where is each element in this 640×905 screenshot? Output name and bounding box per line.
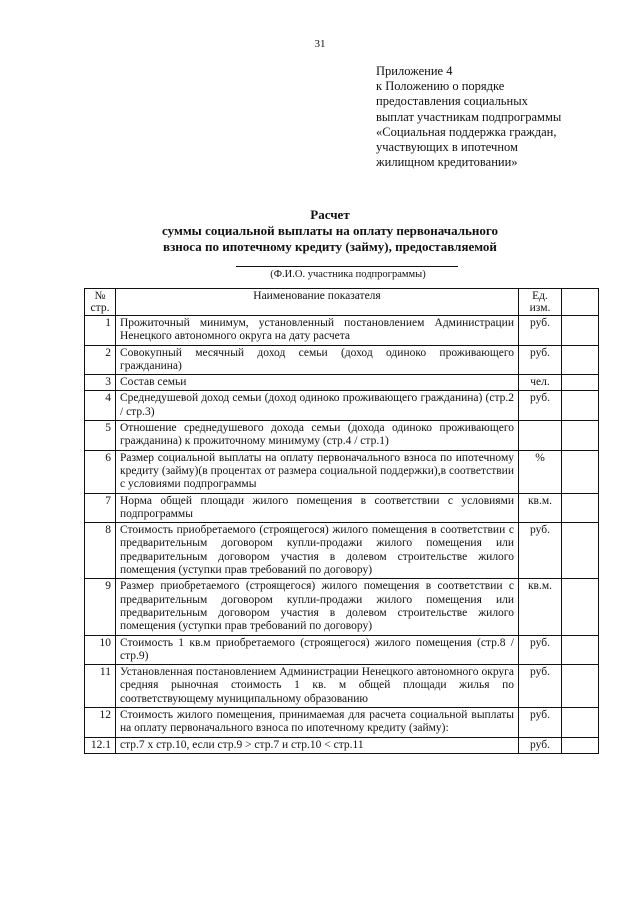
row-unit: % (519, 450, 562, 493)
appendix-line: участвующих в ипотечном (376, 140, 518, 155)
row-unit: руб. (519, 316, 562, 346)
row-indicator-name: стр.7 х стр.10, если стр.9 > стр.7 и стр.10 < стр.11 (116, 737, 519, 753)
table-row (85, 316, 599, 346)
row-number: 10 (85, 635, 116, 665)
row-unit: кв.м. (519, 493, 562, 523)
row-indicator-name: Совокупный месячный доход семьи (доход одиноко проживающего гражданина) (116, 345, 519, 375)
row-number: 4 (85, 391, 116, 421)
row-indicator-name: Отношение среднедушевого дохода семьи (дохода одиноко проживающего гражданина) к прожиточному минимуму (стр.4 / стр.1) (116, 421, 519, 451)
row-unit (519, 421, 562, 451)
table-row (85, 375, 599, 391)
row-indicator-name: Среднедушевой доход семьи (доход одиноко проживающего гражданина) (стр.2 / стр.3) (116, 391, 519, 421)
row-number: 11 (85, 665, 116, 708)
row-number: 1 (85, 316, 116, 346)
row-number: 12.1 (85, 737, 116, 753)
header-value (562, 289, 599, 316)
row-value (562, 316, 599, 346)
title-line: Расчет (310, 207, 350, 222)
row-unit: чел. (519, 375, 562, 391)
row-value (562, 450, 599, 493)
row-indicator-name: Установленная постановлением Администрации Ненецкого автономного округа средняя рыночная стоимость 1 кв. м общей площади жилья по соответствующему муниципальному образованию (116, 665, 519, 708)
page-number: 31 (314, 38, 326, 50)
row-number: 3 (85, 375, 116, 391)
row-value (562, 708, 599, 738)
row-value (562, 635, 599, 665)
table-row (85, 391, 599, 421)
table-row (85, 450, 599, 493)
row-indicator-name: Норма общей площади жилого помещения в соответствии с условиями подпрограммы (116, 493, 519, 523)
row-indicator-name: Прожиточный минимум, установленный постановлением Администрации Ненецкого автономного округа на дату расчета (116, 316, 519, 346)
row-number: 7 (85, 493, 116, 523)
row-value (562, 737, 599, 753)
row-unit: руб. (519, 345, 562, 375)
appendix-line: «Социальная поддержка граждан, (376, 124, 557, 139)
title-line: суммы социальной выплаты на оплату первоначального (162, 223, 498, 238)
appendix-line: Приложение 4 (376, 64, 453, 78)
table-row (85, 523, 599, 579)
row-value (562, 665, 599, 708)
row-value (562, 579, 599, 635)
header-number (85, 289, 116, 316)
row-value (562, 375, 599, 391)
appendix-line: предоставления социальных (376, 94, 528, 109)
table-header-row (85, 289, 599, 316)
table-row (85, 493, 599, 523)
row-number: 6 (85, 450, 116, 493)
row-number: 12 (85, 708, 116, 738)
appendix-reference (376, 64, 616, 170)
header-number-line2: стр. (90, 302, 110, 314)
appendix-line: выплат участникам подпрограммы (376, 109, 562, 124)
row-number: 8 (85, 523, 116, 579)
row-value (562, 391, 599, 421)
row-unit: руб. (519, 708, 562, 738)
row-number: 2 (85, 345, 116, 375)
header-unit-line2: изм. (529, 302, 551, 314)
row-indicator-name: Размер приобретаемого (строящегося) жилого помещения в соответствии с предварительным договором купли-продажи жилого помещения или предварительным договором участия в долевом строительстве жилого помещения (уступки прав требований по договору) (116, 579, 519, 635)
row-value (562, 421, 599, 451)
table-row (85, 737, 599, 753)
table-row (85, 708, 599, 738)
row-unit: кв.м. (519, 579, 562, 635)
row-unit: руб. (519, 523, 562, 579)
row-unit: руб. (519, 635, 562, 665)
fio-underline (236, 266, 458, 267)
row-unit: руб. (519, 737, 562, 753)
row-value (562, 493, 599, 523)
table-row (85, 635, 599, 665)
table-row (85, 421, 599, 451)
fio-caption: (Ф.И.О. участника подпрограммы) (270, 269, 426, 280)
row-indicator-name: Стоимость приобретаемого (строящегося) жилого помещения в соответствии с предварительным договором купли-продажи жилого помещения или предварительным договором участия в долевом строительстве жилого помещения (уступки прав требований по договору) (116, 523, 519, 579)
document-title (120, 207, 540, 255)
row-number: 9 (85, 579, 116, 635)
row-value (562, 523, 599, 579)
row-indicator-name: Стоимость жилого помещения, принимаемая для расчета социальной выплаты на оплату первоначального взноса по ипотечному кредиту (займу): (116, 708, 519, 738)
table-row (85, 665, 599, 708)
table-row (85, 345, 599, 375)
header-unit (519, 289, 562, 316)
table-row (85, 579, 599, 635)
header-indicator-name: Наименование показателя (116, 289, 519, 316)
header-number-line1: № (94, 290, 106, 302)
table-body (85, 316, 599, 754)
row-unit: руб. (519, 391, 562, 421)
title-line: взноса по ипотечному кредиту (займу), предоставляемой (163, 239, 497, 254)
row-indicator-name: Состав семьи (116, 375, 519, 391)
row-indicator-name: Стоимость 1 кв.м приобретаемого (строящегося) жилого помещения (стр.8 / стр.9) (116, 635, 519, 665)
calculation-table (84, 288, 599, 754)
row-number: 5 (85, 421, 116, 451)
row-value (562, 345, 599, 375)
appendix-line: к Положению о порядке (376, 79, 505, 94)
row-indicator-name: Размер социальной выплаты на оплату первоначального взноса по ипотечному кредиту (займу)(в процентах от размера социальной поддержки),в соответствии с условиями подпрограммы (116, 450, 519, 493)
row-unit: руб. (519, 665, 562, 708)
header-unit-line1: Ед. (532, 290, 548, 302)
appendix-line: жилищном кредитовании» (376, 155, 518, 170)
